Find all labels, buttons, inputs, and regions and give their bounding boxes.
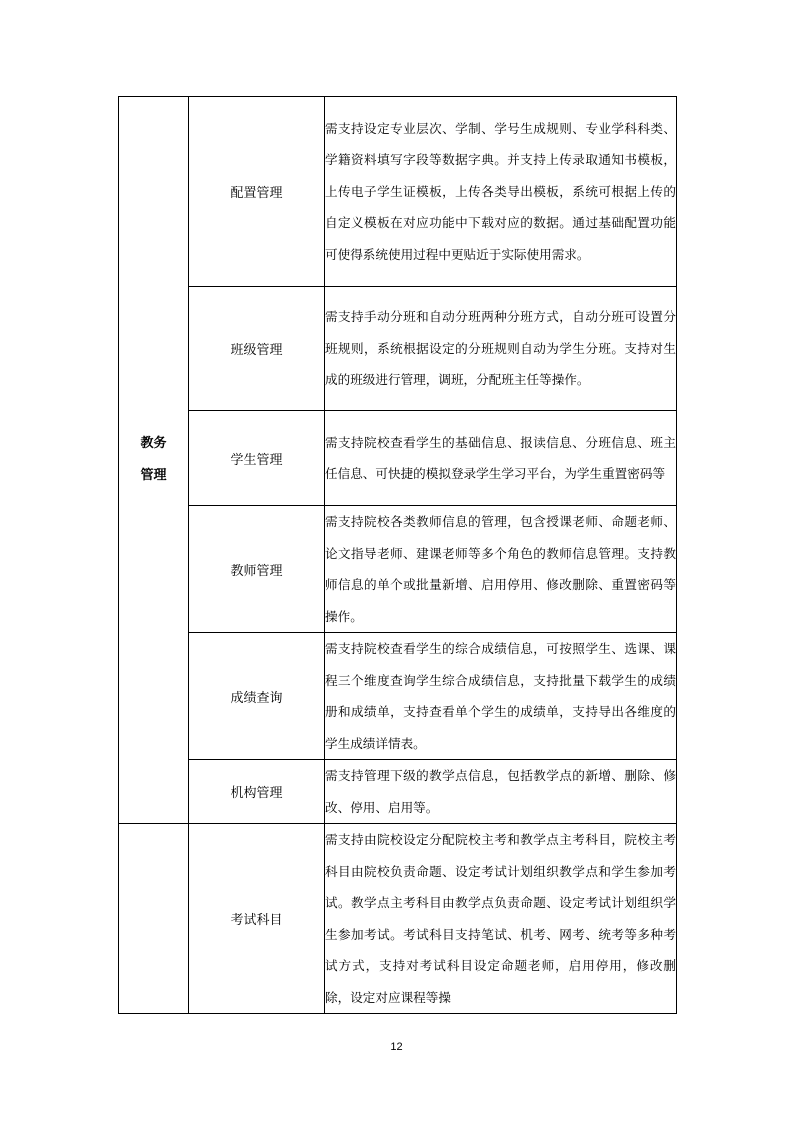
module-label: 教务管理 (140, 436, 167, 483)
page-number: 12 (390, 1041, 403, 1053)
table-row (119, 760, 677, 824)
function-cell: 班级管理 (189, 287, 325, 411)
description-cell: 需支持由院校设定分配院校主考和教学点主考科目，院校主考科目由院校负责命题、设定考试计划组织教学点和学生参加考试。教学点主考科目由教学点负责命题、设定考试计划组织学生参加考试。考试科目支持笔试、机考、网考、统考等多种考试方式，支持对考试科目设定命题老师，启用停用，修改删除，设定对应课程等操 (325, 824, 677, 1014)
table-row (119, 824, 677, 1014)
description-cell: 需支持设定专业层次、学制、学号生成规则、专业学科科类、学籍资料填写字段等数据字典。并支持上传录取通知书模板，上传电子学生证模板，上传各类导出模板，系统可根据上传的自定义模板在对应功能中下载对应的数据。通过基础配置功能可使得系统使用过程中更贴近于实际使用需求。 (325, 97, 677, 287)
table-row (119, 506, 677, 633)
description-cell: 需支持院校各类教师信息的管理，包含授课老师、命题老师、论文指导老师、建课老师等多个角色的教师信息管理。支持教师信息的单个或批量新增、启用停用、修改删除、重置密码等操作。 (325, 506, 677, 633)
function-cell: 学生管理 (189, 411, 325, 506)
function-cell: 考试科目 (189, 824, 325, 1014)
function-cell: 配置管理 (189, 97, 325, 287)
table-row (119, 411, 677, 506)
function-cell: 教师管理 (189, 506, 325, 633)
description-cell: 需支持院校查看学生的综合成绩信息，可按照学生、选课、课程三个维度查询学生综合成绩信息，支持批量下载学生的成绩册和成绩单，支持查看单个学生的成绩单，支持导出各维度的学生成绩详情表。 (325, 633, 677, 760)
module-cell (119, 824, 189, 1014)
module-cell (119, 97, 189, 824)
description-cell: 需支持院校查看学生的基础信息、报读信息、分班信息、班主任信息、可快捷的模拟登录学生学习平台，为学生重置密码等 (325, 411, 677, 506)
function-cell: 机构管理 (189, 760, 325, 824)
table-row (119, 287, 677, 411)
description-cell: 需支持手动分班和自动分班两种分班方式，自动分班可设置分班规则，系统根据设定的分班规则自动为学生分班。支持对生成的班级进行管理，调班，分配班主任等操作。 (325, 287, 677, 411)
requirements-table (118, 96, 677, 1014)
table-row (119, 633, 677, 760)
table-row (119, 97, 677, 287)
function-cell: 成绩查询 (189, 633, 325, 760)
description-cell: 需支持管理下级的教学点信息，包括教学点的新增、删除、修改、停用、启用等。 (325, 760, 677, 824)
